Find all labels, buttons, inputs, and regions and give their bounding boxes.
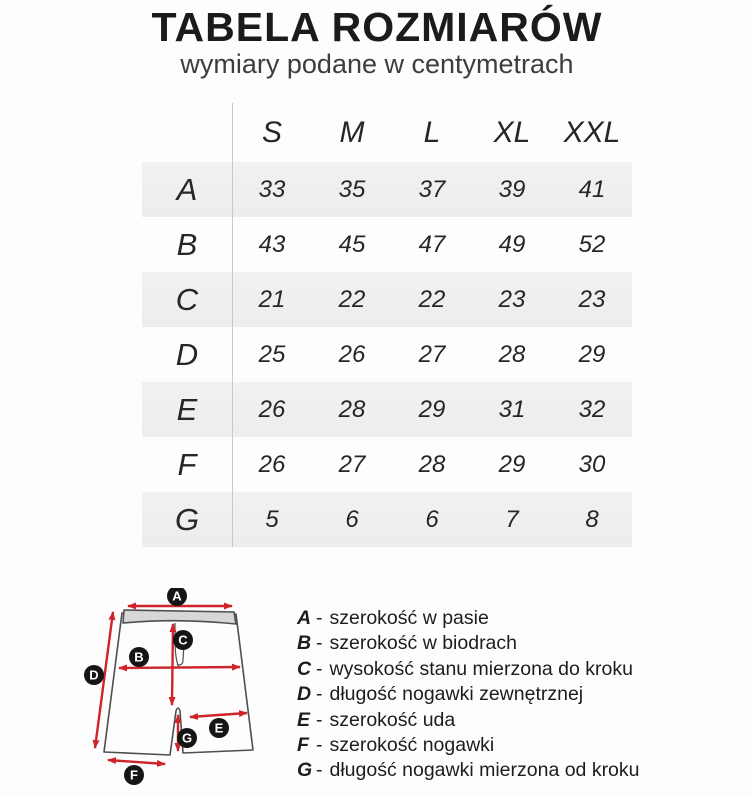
legend-separator: - xyxy=(316,733,323,756)
legend-separator: - xyxy=(316,607,323,629)
cell-value: 29 xyxy=(418,395,446,423)
measure-badge-b-label: B xyxy=(134,649,144,665)
table-row-g xyxy=(142,492,632,547)
cell-value: 47 xyxy=(418,230,446,258)
cell-value: 35 xyxy=(338,175,366,203)
cell-value: 21 xyxy=(258,285,286,313)
cell-value: 6 xyxy=(345,505,359,533)
cell-value: 27 xyxy=(338,450,366,478)
legend-item-b xyxy=(297,632,737,657)
legend-text: szerokość uda xyxy=(329,708,456,731)
cell-value: 37 xyxy=(418,175,446,203)
legend-separator: - xyxy=(316,657,323,680)
cell-value: 29 xyxy=(578,340,606,368)
legend-item-f xyxy=(297,734,737,759)
column-header-m: M xyxy=(339,115,365,149)
row-label: E xyxy=(176,391,198,427)
cell-value: 25 xyxy=(258,340,286,368)
legend-separator: - xyxy=(316,683,323,706)
size-table-header-row xyxy=(142,103,632,162)
legend-letter: C xyxy=(297,657,312,680)
legend-separator: - xyxy=(316,759,323,782)
cell-value: 23 xyxy=(578,285,606,313)
table-row-b xyxy=(142,217,632,272)
legend-letter: G xyxy=(297,759,313,782)
measure-arrow-b xyxy=(119,667,240,668)
legend-separator: - xyxy=(316,708,323,731)
legend-item-e xyxy=(297,709,737,734)
header-corner-cell xyxy=(142,103,232,162)
legend-item-a xyxy=(297,607,737,632)
cell-value: 52 xyxy=(578,230,606,258)
cell-value: 31 xyxy=(498,395,526,423)
page-subtitle: wymiary podane w centymetrach xyxy=(180,49,574,79)
measure-badge-g-label: G xyxy=(181,730,193,746)
measure-badge-e-label: E xyxy=(214,720,224,736)
legend-item-g xyxy=(297,759,737,784)
legend-letter: A xyxy=(297,607,312,629)
legend-item-d xyxy=(297,683,737,708)
table-row-a xyxy=(142,162,632,217)
column-header-xl: XL xyxy=(493,115,531,149)
cell-value: 30 xyxy=(578,450,606,478)
legend-letter: E xyxy=(297,708,311,731)
column-header-l: L xyxy=(423,115,441,149)
legend-text: wysokość stanu mierzona do kroku xyxy=(329,657,633,680)
measure-badge-c-label: C xyxy=(178,632,188,648)
cell-value: 26 xyxy=(338,340,366,368)
measure-badge-d-label: D xyxy=(89,667,99,683)
measure-arrow-f xyxy=(108,760,165,764)
table-row-d xyxy=(142,327,632,382)
page-header xyxy=(0,4,754,78)
legend-text: szerokość nogawki xyxy=(329,733,495,756)
table-row-c xyxy=(142,272,632,327)
row-label: F xyxy=(177,446,197,482)
cell-value: 32 xyxy=(578,395,606,423)
measure-badge-f-label: F xyxy=(130,767,138,783)
legend-text: długość nogawki mierzona od kroku xyxy=(329,759,640,782)
cell-value: 49 xyxy=(498,230,526,258)
cell-value: 26 xyxy=(258,395,286,423)
cell-value: 8 xyxy=(585,505,599,533)
cell-value: 6 xyxy=(425,505,439,533)
cell-value: 41 xyxy=(578,175,606,203)
size-table xyxy=(142,103,632,547)
legend-item-c xyxy=(297,658,737,683)
measurement-legend xyxy=(297,607,737,785)
cell-value: 28 xyxy=(498,340,526,368)
legend-text: długość nogawki zewnętrznej xyxy=(329,683,584,706)
cell-value: 45 xyxy=(338,230,366,258)
cell-value: 22 xyxy=(338,285,366,313)
cell-value: 22 xyxy=(418,285,446,313)
cell-value: 28 xyxy=(418,450,446,478)
cell-value: 27 xyxy=(418,340,446,368)
cell-value: 23 xyxy=(498,285,526,313)
cell-value: 26 xyxy=(258,450,286,478)
shorts-measurement-diagram xyxy=(80,588,292,796)
row-label: G xyxy=(174,501,200,537)
table-divider xyxy=(232,103,233,547)
row-label: B xyxy=(176,226,198,262)
measure-arrow-c xyxy=(172,624,173,705)
table-row-e xyxy=(142,382,632,437)
cell-value: 28 xyxy=(338,395,366,423)
cell-value: 43 xyxy=(258,230,286,258)
legend-separator: - xyxy=(316,632,323,655)
cell-value: 7 xyxy=(505,505,519,533)
table-row-f xyxy=(142,437,632,492)
legend-text: szerokość w biodrach xyxy=(329,632,517,655)
legend-letter: B xyxy=(297,632,312,655)
page-title: TABELA ROZMIARÓW xyxy=(151,4,603,50)
cell-value: 39 xyxy=(498,175,526,203)
cell-value: 5 xyxy=(265,505,279,533)
cell-value: 33 xyxy=(258,175,286,203)
row-label: A xyxy=(176,171,198,207)
row-label: C xyxy=(175,281,199,317)
column-header-s: S xyxy=(261,115,282,149)
legend-letter: D xyxy=(297,683,312,706)
legend-text: szerokość w pasie xyxy=(329,607,489,629)
measure-badge-a-label: A xyxy=(172,588,182,604)
cell-value: 29 xyxy=(498,450,526,478)
column-header-xxl: XXL xyxy=(563,115,621,149)
row-label: D xyxy=(175,336,199,372)
legend-letter: F xyxy=(297,733,309,756)
